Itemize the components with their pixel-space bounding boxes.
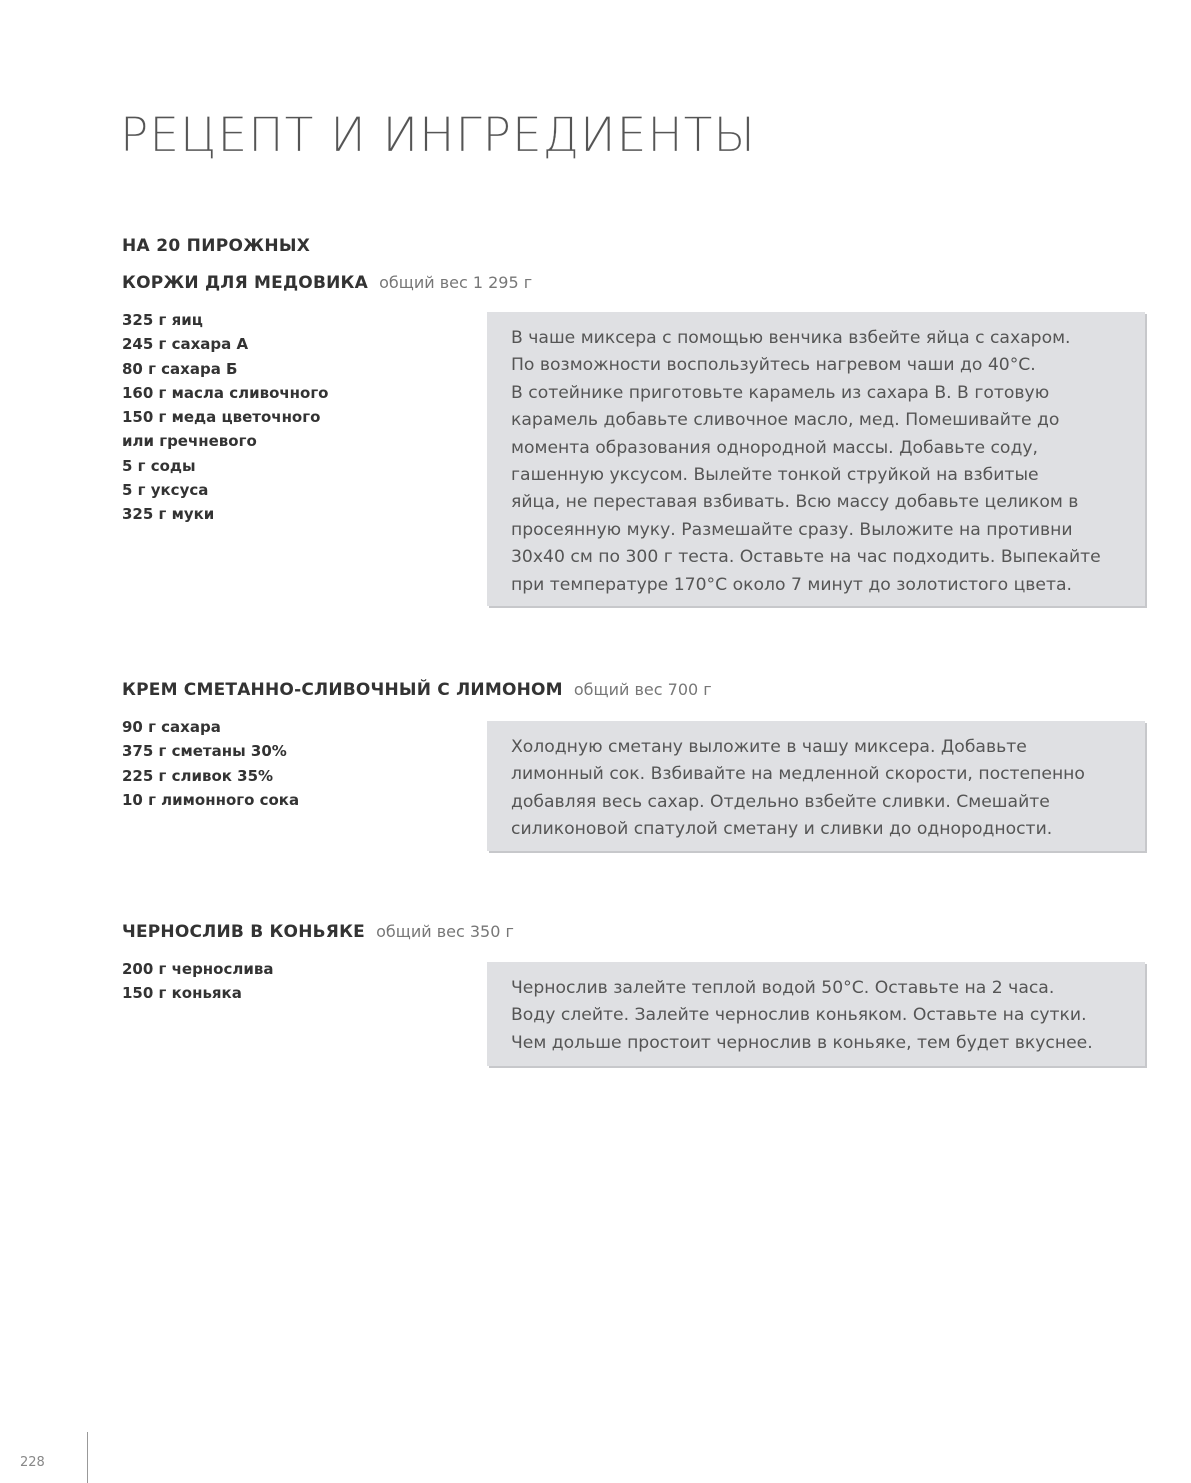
ingredient-item: 5 г соды: [122, 456, 196, 475]
page-number: 228: [20, 1455, 45, 1470]
section-heading-prunes: [122, 922, 514, 942]
method-text: Чернослив залейте теплой водой 50°С. Оставьте на 2 часа. Воду слейте. Залейте чернослив коньяком. Оставьте на сутки. Чем дольше простоит чернослив в коньяке, тем будет вкуснее.: [511, 978, 1093, 1053]
method-text: Холодную сметану выложите в чашу миксера. Добавьте лимонный сок. Взбивайте на медленной скорости, постепенно добавляя весь сахар. Отдельно взбейте сливки. Смешайте силиконовой спатулой сметану и сливки до однородности.: [511, 737, 1085, 840]
ingredient-item: 150 г коньяка: [122, 984, 242, 1003]
section-total-weight: общий вес 700 г: [573, 680, 712, 699]
section-title: ЧЕРНОСЛИВ В КОНЬЯКЕ: [122, 922, 365, 942]
ingredient-item: 225 г сливок 35%: [122, 766, 274, 785]
page-title: РЕЦЕПТ И ИНГРЕДИЕНТЫ: [120, 108, 756, 163]
method-text: В чаше миксера с помощью венчика взбейте яйца с сахаром. По возможности воспользуйтесь нагревом чаши до 40°С. В сотейнике приготовьте карамель из сахара В. В готовую карамель добавьте сливочное масло, мед. Помешивайте до момента образования однородной массы. Добавьте соду, гашенную уксусом. Вылейте тонкой струйкой на взбитые яйца, не переставая взбивать. Всю массу добавьте целиком в просеянную муку. Размешайте сразу. Выложите на противни 30х40 см по 300 г теста. Оставьте на час подходить. Выпекайте при температуре 170°С около 7 минут до золотистого цвета.: [511, 328, 1101, 595]
ingredient-item: 325 г муки: [122, 505, 215, 524]
method-box: [487, 962, 1145, 1066]
section-heading-honey-cake-layers: [122, 273, 532, 293]
ingredient-item: 325 г яиц: [122, 311, 203, 329]
yield-heading: НА 20 ПИРОЖНЫХ: [122, 236, 311, 256]
section-heading-sour-cream: [122, 680, 712, 700]
ingredient-list: [122, 957, 273, 1006]
method-box: [487, 312, 1145, 606]
ingredient-item: 375 г сметаны 30%: [122, 742, 287, 761]
ingredient-item: или гречневого: [122, 432, 257, 451]
section-total-weight: общий вес 1 295 г: [379, 273, 533, 292]
folio-divider: [87, 1432, 88, 1483]
ingredient-item: 80 г сахара Б: [122, 359, 238, 378]
ingredient-item: 200 г чернослива: [122, 960, 274, 978]
section-title: КОРЖИ ДЛЯ МЕДОВИКА: [122, 273, 368, 293]
ingredient-item: 10 г лимонного сока: [122, 790, 300, 809]
section-total-weight: общий вес 350 г: [376, 922, 514, 941]
ingredient-item: 90 г сахара: [122, 718, 221, 736]
ingredient-item: 245 г сахара А: [122, 335, 249, 354]
ingredient-item: 150 г меда цветочного: [122, 408, 321, 427]
ingredient-item: 5 г уксуса: [122, 481, 209, 500]
ingredient-list: [122, 715, 299, 812]
method-box: [487, 721, 1145, 851]
ingredient-item: 160 г масла сливочного: [122, 383, 329, 402]
ingredient-list: [122, 308, 329, 527]
section-title: КРЕМ СМЕТАННО-СЛИВОЧНЫЙ С ЛИМОНОМ: [122, 680, 563, 700]
